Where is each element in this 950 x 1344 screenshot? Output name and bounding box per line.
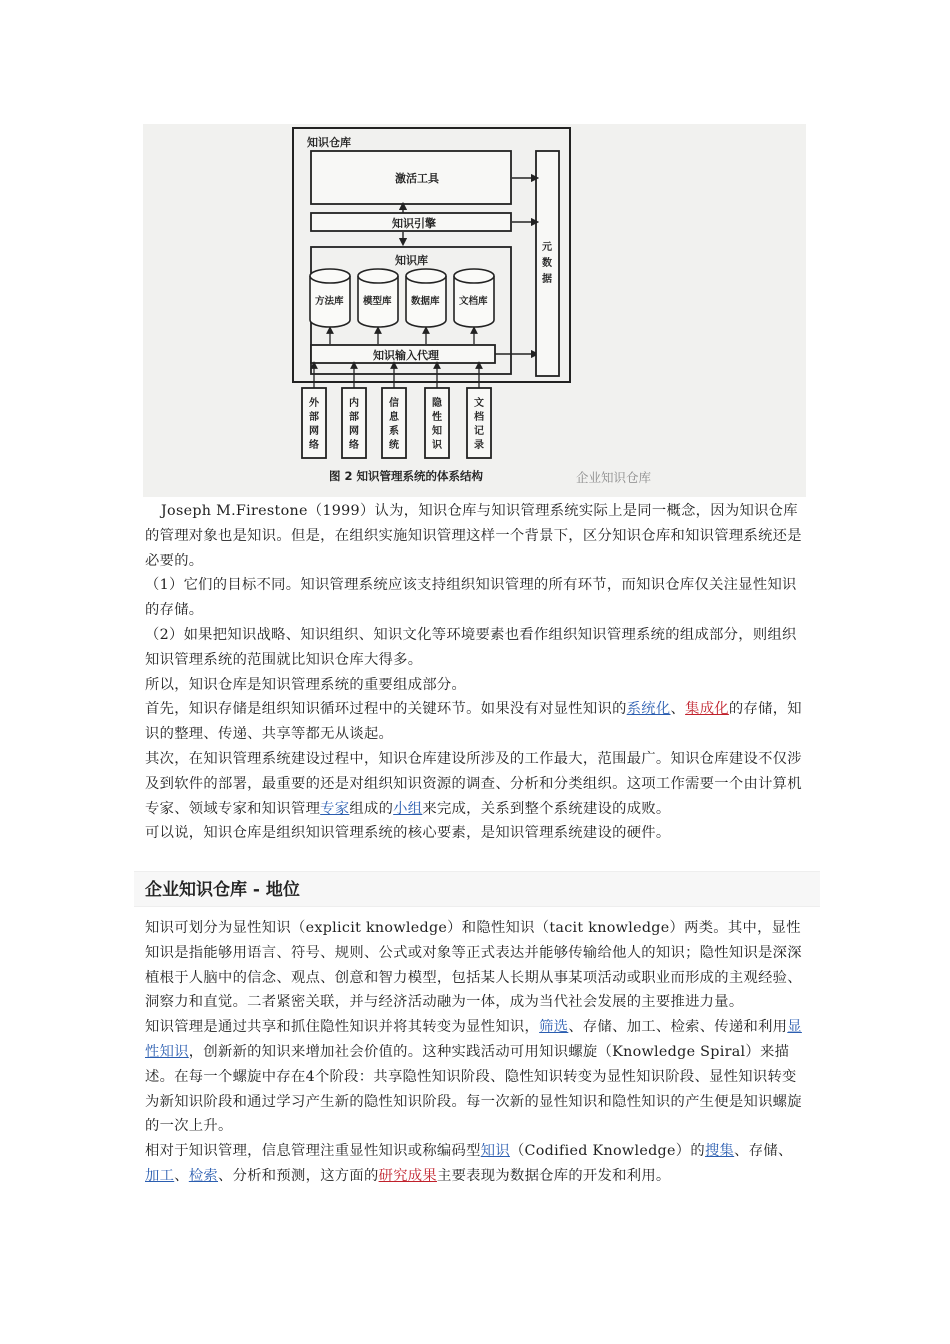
text-run: 来完成，关系到整个系统建设的成败。	[422, 800, 671, 817]
link-processing[interactable]: 加工	[145, 1167, 175, 1184]
source-char: 知	[432, 426, 442, 437]
figure-title: 图 2 知识管理系统的体系结构	[329, 469, 484, 483]
database-label: 方法库	[315, 296, 344, 307]
import-agent-label: 知识输入代理	[373, 349, 439, 362]
paragraph: 所以，知识仓库是知识管理系统的重要组成部分。	[145, 676, 467, 693]
link-screening[interactable]: 筛选	[539, 1019, 569, 1036]
paragraph	[145, 1015, 807, 1139]
source-tacit-knowledge	[425, 388, 449, 458]
text-run: 、	[174, 1167, 189, 1184]
section-heading: 企业知识仓库 - 地位	[134, 871, 820, 907]
database-data	[406, 269, 446, 327]
source-char: 部	[349, 412, 359, 423]
database-label: 数据库	[411, 296, 440, 307]
text-run: ，创新新的知识来增加社会价值的。这种实践活动可用知识螺旋（Knowledge Spiral）来描述。在每一个螺旋中存在4个阶段：共享隐性知识阶段、隐性知识转变为显性知识阶段、显性知识转变为新知识阶段和通过学习产生新的隐性知识阶段。每一次新的显性知识和隐性知识的产生便是知识螺旋的一次上升。	[145, 1043, 802, 1135]
source-information-system	[382, 388, 406, 458]
link-retrieval[interactable]: 检索	[188, 1167, 219, 1184]
database-label: 模型库	[363, 296, 392, 307]
source-char: 络	[349, 440, 359, 451]
source-internal-network	[342, 388, 366, 458]
section2-body	[145, 916, 807, 1189]
database-method	[310, 269, 350, 327]
text-run: 首先，知识存储是组织知识循环过程中的关键环节。如果没有对显性知识的	[145, 701, 627, 718]
metadata-char: 数	[542, 258, 552, 269]
section1-body	[145, 499, 807, 846]
source-char: 外	[309, 398, 319, 409]
text-run: 的存储，知识的整理、传递、共享等都无从谈起。	[145, 701, 802, 743]
knowledge-engine-label: 知识引擎	[392, 217, 436, 230]
source-char: 信	[389, 398, 399, 409]
link-collection[interactable]: 搜集	[704, 1143, 735, 1160]
link-systematization[interactable]: 系统化	[626, 701, 671, 718]
source-char: 息	[389, 412, 399, 423]
source-char: 识	[432, 440, 442, 451]
source-char: 内	[349, 398, 359, 409]
paragraph	[145, 747, 807, 821]
source-char: 络	[309, 440, 319, 451]
text-run: 知识管理是通过共享和抓住隐性知识并将其转变为显性知识，	[145, 1019, 540, 1036]
database-document	[454, 269, 494, 327]
text-run: 其次，在知识管理系统建设过程中，知识仓库建设所涉及的工作最大，范围最广。知识仓库建设不仅涉及到软件的部署，最重要的还是对组织知识资源的调查、分析和分类组织。这项工作需要一个由计算机专家、领域专家和知识管理	[145, 750, 802, 817]
paragraph: （2）如果把知识战略、知识组织、知识文化等环境要素也看作组织知识管理系统的组成部分，则组织知识管理系统的范围就比知识仓库大得多。	[145, 626, 797, 668]
text-run: 相对于知识管理，信息管理注重显性知识或称编码型	[145, 1143, 481, 1160]
text-run: 主要表现为数据仓库的开发和利用。	[436, 1167, 671, 1184]
source-char: 文	[474, 398, 484, 409]
paragraph: 知识可划分为显性知识（explicit knowledge）和隐性知识（tacit knowledge）两类。其中，显性知识是指能够用语言、符号、规则、公式或对象等正式表达并能够传输给他人的知识；隐性知识是深深植根于人脑中的信念、观点、创意和智力模型，包括某人长期从事某项活动或职业而形成的主观经验、洞察力和直觉。二者紧密关联，并与经济活动融为一体，成为当代社会发展的主要推进力量。	[145, 920, 802, 1011]
source-char: 系	[389, 426, 399, 437]
link-explicit-knowledge[interactable]: 显性知识	[145, 1019, 802, 1060]
source-document-records	[467, 388, 491, 458]
paragraph: Joseph M.Firestone（1999）认为，知识仓库与知识管理系统实际上是同一概念，因为知识仓库的管理对象也是知识。但是，在组织实施知识管理这样一个背景下，区分知识仓库和知识管理系统还是必要的。	[145, 503, 802, 569]
database-label: 文档库	[459, 296, 488, 307]
link-expert[interactable]: 专家	[320, 800, 350, 817]
warehouse-label: 知识仓库	[307, 136, 351, 149]
source-char: 网	[349, 426, 359, 437]
database-model	[358, 269, 398, 327]
knowledge-base-label: 知识库	[395, 254, 428, 267]
architecture-diagram	[143, 124, 806, 497]
metadata-char: 据	[542, 274, 552, 285]
text-run: 组成的	[349, 800, 394, 817]
link-integration[interactable]: 集成化	[685, 701, 729, 718]
source-char: 性	[432, 412, 442, 423]
source-char: 部	[309, 412, 319, 423]
paragraph	[145, 697, 807, 747]
paragraph	[145, 1139, 807, 1189]
paragraph: 可以说，知识仓库是组织知识管理系统的核心要素，是知识管理系统建设的硬件。	[145, 825, 671, 842]
text-run: 、存储、	[734, 1143, 793, 1160]
figure-caption: 企业知识仓库	[576, 470, 652, 485]
text-run: （Codified Knowledge）的	[509, 1143, 705, 1160]
link-research-results[interactable]: 研究成果	[378, 1167, 437, 1184]
architecture-figure	[143, 124, 806, 497]
source-external-network	[302, 388, 326, 458]
paragraph: （1）它们的目标不同。知识管理系统应该支持组织知识管理的所有环节，而知识仓库仅关注显性知识的存储。	[145, 577, 797, 619]
metadata-char: 元	[542, 242, 552, 253]
activation-tool-label: 激活工具	[395, 172, 439, 185]
text-run: 、分析和预测，这方面的	[218, 1167, 379, 1184]
link-knowledge[interactable]: 知识	[480, 1143, 510, 1160]
source-char: 网	[309, 426, 319, 437]
text-run: 、存储、加工、检索、传递和利用	[568, 1019, 788, 1036]
source-char: 隐	[432, 398, 442, 409]
source-char: 统	[389, 440, 399, 451]
source-char: 档	[474, 412, 484, 423]
source-char: 录	[474, 440, 484, 451]
text-run: 、	[670, 701, 686, 718]
link-team[interactable]: 小组	[393, 800, 423, 817]
source-char: 记	[474, 426, 484, 437]
